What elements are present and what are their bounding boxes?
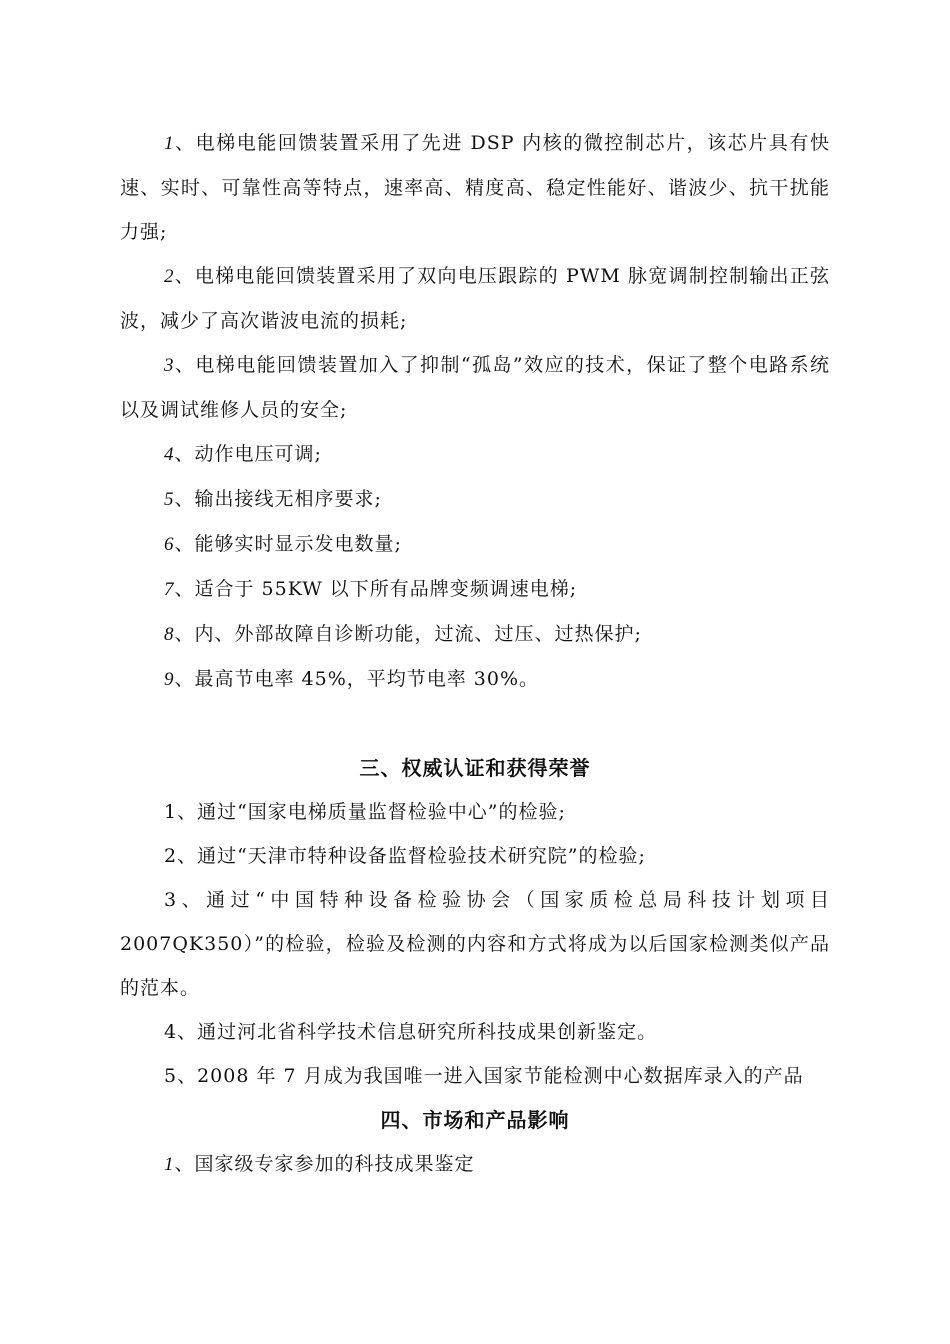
feature-item-5: 5、输出接线无相序要求;: [164, 488, 382, 510]
cert-item-4: 4、通过河北省科学技术信息研究所科技成果创新鉴定。: [164, 1021, 658, 1043]
feature-item-7: 7、适合于 55KW 以下所有品牌变频调速电梯;: [164, 578, 578, 600]
feature-item-1: 1、电梯电能回馈装置采用了先进 DSP 内核的微控制芯片，该芯片具有快速、实时、可靠性高等特点，速率高、精度高、稳定性能好、谐波少、抗干扰能力强;: [120, 132, 830, 243]
section-three-title: 三、权威认证和获得荣誉: [359, 756, 591, 780]
market-item-1: 1、国家级专家参加的科技成果鉴定: [164, 1153, 475, 1175]
section-four-title: 四、市场和产品影响: [380, 1108, 570, 1132]
feature-item-8: 8、内、外部故障自诊断功能，过流、过压、过热保护;: [164, 623, 642, 645]
cert-item-5: 5、2008 年 7 月成为我国唯一进入国家节能检测中心数据库录入的产品: [164, 1065, 804, 1087]
cert-item-1: 1、通过“国家电梯质量监督检验中心”的检验;: [164, 801, 566, 823]
feature-item-6: 6、能够实时显示发电数量;: [164, 533, 402, 555]
feature-item-2: 2、电梯电能回馈装置采用了双向电压跟踪的 PWM 脉宽调制控制输出正弦波，减少了高次谐波电流的损耗;: [120, 265, 830, 332]
section-three: [120, 746, 830, 1098]
section-four: [120, 1098, 830, 1187]
feature-item-9: 9、最高节电率 45%，平均节电率 30%。: [164, 668, 540, 690]
features-list: [120, 0, 830, 702]
cert-item-2: 2、通过“天津市特种设备监督检验技术研究院”的检验;: [164, 845, 646, 867]
cert-item-3: 3、通过“中国特种设备检验协会（国家质检总局科技计划项目2007QK350）”的检验，检验及检测的内容和方式将成为以后国家检测类似产品的范本。: [120, 889, 830, 999]
feature-item-3: 3、电梯电能回馈装置加入了抑制“孤岛”效应的技术，保证了整个电路系统以及调试维修人员的安全;: [120, 354, 830, 421]
feature-item-4: 4、动作电压可调;: [164, 443, 322, 465]
